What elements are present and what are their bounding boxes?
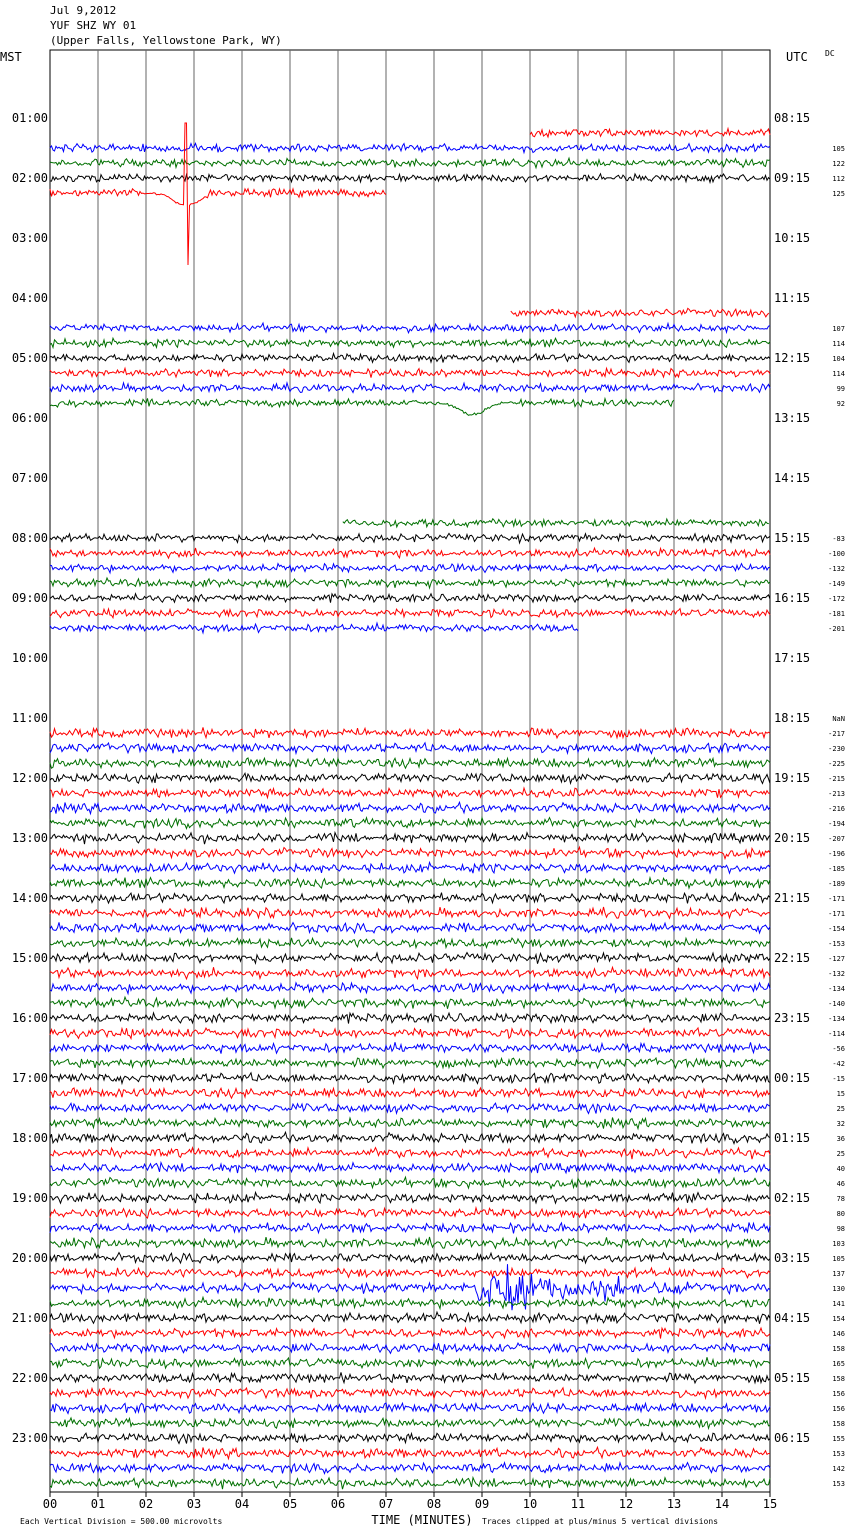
seismic-trace: [50, 398, 674, 415]
mst-hour-label: 07:00: [11, 471, 48, 485]
trace-dc-value: 112: [832, 175, 845, 183]
trace-dc-value: 78: [836, 1195, 845, 1203]
seismic-trace: [50, 938, 770, 948]
trace-dc-value: -181: [828, 610, 845, 618]
trace-dc-value: 156: [832, 1405, 845, 1413]
trace-dc-value: 142: [832, 1465, 845, 1473]
seismic-trace: [50, 1403, 770, 1414]
x-tick-label: 00: [42, 1497, 58, 1511]
trace-dc-value: 155: [832, 1435, 845, 1443]
trace-dc-value: -225: [828, 760, 845, 768]
x-axis-label: TIME (MINUTES): [371, 1513, 473, 1527]
utc-hour-label: 10:15: [774, 231, 811, 245]
mst-hour-label: 18:00: [11, 1131, 48, 1145]
utc-hour-label: 04:15: [774, 1311, 811, 1325]
seismic-trace: [50, 609, 770, 618]
seismic-trace: [50, 1463, 770, 1474]
utc-hour-label: 23:15: [774, 1011, 811, 1025]
x-tick-label: 11: [570, 1497, 586, 1511]
mst-hour-label: 03:00: [11, 231, 48, 245]
dc-column-label: DC: [825, 49, 835, 58]
trace-dc-value: 105: [832, 145, 845, 153]
utc-hour-label: 02:15: [774, 1191, 811, 1205]
seismic-trace: [50, 727, 770, 738]
trace-dc-value: 104: [832, 355, 845, 363]
trace-dc-value: -15: [832, 1075, 845, 1083]
trace-dc-value: -213: [828, 790, 845, 798]
trace-dc-value: -132: [828, 565, 845, 573]
trace-dc-value: -207: [828, 835, 845, 843]
mst-hour-label: 14:00: [11, 891, 48, 905]
seismic-trace: [50, 1208, 770, 1218]
seismic-trace: [50, 1013, 770, 1024]
mst-hour-label: 01:00: [11, 111, 48, 125]
trace-dc-value: -154: [828, 925, 845, 933]
mst-hour-label: 20:00: [11, 1251, 48, 1265]
seismic-trace: [50, 623, 578, 633]
seismic-trace: [50, 953, 770, 964]
trace-dc-value: NaN: [832, 715, 845, 723]
utc-hour-label: 14:15: [774, 471, 811, 485]
trace-dc-value: -56: [832, 1045, 845, 1053]
trace-dc-value: 158: [832, 1345, 845, 1353]
trace-dc-value: -134: [828, 985, 845, 993]
seismic-trace: [50, 862, 770, 873]
trace-dc-value: 15: [836, 1090, 845, 1098]
seismic-trace: [50, 1312, 770, 1324]
seismic-trace: [50, 907, 770, 918]
mst-hour-label: 15:00: [11, 951, 48, 965]
mst-hour-label: 19:00: [11, 1191, 48, 1205]
trace-dc-value: 158: [832, 1420, 845, 1428]
seismic-trace: [50, 773, 770, 783]
seismic-trace: [50, 922, 770, 933]
trace-dc-value: 137: [832, 1270, 845, 1278]
trace-dc-value: 165: [832, 1360, 845, 1368]
footer-scale-note: Each Vertical Division = 500.00 microvolts: [20, 1517, 223, 1526]
mst-axis-label: MST: [0, 50, 22, 64]
seismic-trace: [50, 847, 770, 858]
trace-dc-value: 99: [836, 385, 845, 393]
trace-dc-value: 92: [836, 400, 845, 408]
trace-dc-value: 32: [836, 1120, 845, 1128]
seismic-trace: [50, 1088, 770, 1098]
trace-dc-value: 107: [832, 325, 845, 333]
x-tick-label: 12: [618, 1497, 634, 1511]
trace-dc-value: -230: [828, 745, 845, 753]
chart-date: Jul 9,2012: [50, 4, 117, 17]
trace-dc-value: -127: [828, 955, 845, 963]
mst-hour-label: 11:00: [11, 711, 48, 725]
seismic-trace: [50, 758, 770, 768]
seismic-trace: [50, 1372, 770, 1383]
seismic-trace: [50, 983, 770, 994]
x-tick-label: 13: [666, 1497, 682, 1511]
seismic-trace: [50, 788, 770, 798]
seismic-trace: [50, 1253, 770, 1263]
seismic-trace: [50, 967, 770, 979]
trace-dc-value: -194: [828, 820, 845, 828]
utc-hour-label: 18:15: [774, 711, 811, 725]
mst-hour-label: 21:00: [11, 1311, 48, 1325]
trace-dc-value: -100: [828, 550, 845, 558]
trace-dc-value: -216: [828, 805, 845, 813]
trace-dc-value: -132: [828, 970, 845, 978]
trace-dc-value: 153: [832, 1450, 845, 1458]
trace-dc-value: 114: [832, 340, 845, 348]
utc-hour-label: 15:15: [774, 531, 811, 545]
trace-dc-value: -172: [828, 595, 845, 603]
seismic-trace: [50, 893, 770, 904]
seismic-trace: [50, 1328, 770, 1339]
mst-hour-label: 12:00: [11, 771, 48, 785]
trace-dc-value: 36: [836, 1135, 845, 1143]
x-tick-label: 02: [138, 1497, 154, 1511]
seismic-trace: [50, 143, 770, 152]
x-tick-label: 06: [330, 1497, 346, 1511]
mst-hour-label: 05:00: [11, 351, 48, 365]
x-tick-label: 01: [90, 1497, 106, 1511]
trace-dc-value: 153: [832, 1480, 845, 1488]
seismic-trace: [50, 818, 770, 829]
x-tick-label: 08: [426, 1497, 442, 1511]
seismic-trace: [50, 833, 770, 845]
mst-hour-label: 10:00: [11, 651, 48, 665]
x-tick-label: 07: [378, 1497, 394, 1511]
trace-dc-value: 154: [832, 1315, 845, 1323]
trace-dc-value: 130: [832, 1285, 845, 1293]
trace-dc-value: 125: [832, 190, 845, 198]
utc-hour-label: 01:15: [774, 1131, 811, 1145]
seismic-trace: [50, 1478, 770, 1490]
seismic-trace: [50, 802, 770, 813]
utc-hour-label: 05:15: [774, 1371, 811, 1385]
mst-hour-label: 06:00: [11, 411, 48, 425]
seismic-trace: [50, 1223, 770, 1234]
seismic-trace: [50, 594, 770, 603]
utc-hour-label: 19:15: [774, 771, 811, 785]
mst-hour-label: 23:00: [11, 1431, 48, 1445]
seismic-trace: [50, 578, 770, 588]
seismic-trace: [343, 519, 769, 527]
trace-dc-value: 105: [832, 1255, 845, 1263]
utc-hour-label: 00:15: [774, 1071, 811, 1085]
mst-hour-label: 17:00: [11, 1071, 48, 1085]
seismic-trace: [50, 1418, 770, 1428]
trace-dc-value: -153: [828, 940, 845, 948]
trace-dc-value: -83: [832, 535, 845, 543]
trace-dc-value: 156: [832, 1390, 845, 1398]
station-location: (Upper Falls, Yellowstone Park, WY): [50, 34, 282, 47]
x-tick-label: 15: [762, 1497, 778, 1511]
seismic-trace: [50, 1058, 770, 1068]
trace-dc-value: 25: [836, 1150, 845, 1158]
utc-hour-label: 12:15: [774, 351, 811, 365]
utc-hour-label: 13:15: [774, 411, 811, 425]
utc-hour-label: 06:15: [774, 1431, 811, 1445]
seismic-trace: [50, 338, 770, 347]
seismic-trace: [50, 1388, 770, 1399]
seismic-trace: [50, 1447, 770, 1458]
trace-dc-value: 80: [836, 1210, 845, 1218]
seismic-trace: [511, 308, 769, 317]
seismic-trace: [50, 1163, 770, 1173]
trace-dc-value: 141: [832, 1300, 845, 1308]
seismic-trace: [50, 1132, 770, 1143]
mst-hour-label: 08:00: [11, 531, 48, 545]
trace-dc-value: 146: [832, 1330, 845, 1338]
utc-hour-label: 17:15: [774, 651, 811, 665]
seismic-trace: [50, 1103, 770, 1113]
seismic-trace: [50, 158, 770, 168]
utc-hour-label: 20:15: [774, 831, 811, 845]
mst-hour-label: 09:00: [11, 591, 48, 605]
trace-dc-value: 40: [836, 1165, 845, 1173]
x-tick-label: 10: [522, 1497, 538, 1511]
utc-hour-label: 21:15: [774, 891, 811, 905]
mst-hour-label: 02:00: [11, 171, 48, 185]
trace-dc-value: -201: [828, 625, 845, 633]
mst-hour-label: 16:00: [11, 1011, 48, 1025]
x-tick-label: 03: [186, 1497, 202, 1511]
seismic-trace: [50, 1192, 770, 1203]
seismic-trace: [50, 123, 386, 265]
trace-dc-value: -217: [828, 730, 845, 738]
seismic-trace: [50, 174, 770, 183]
trace-dc-value: -42: [832, 1060, 845, 1068]
trace-dc-value: -215: [828, 775, 845, 783]
seismic-trace: [50, 1433, 770, 1443]
trace-dc-value: 114: [832, 370, 845, 378]
trace-dc-value: -171: [828, 910, 845, 918]
trace-dc-value: -149: [828, 580, 845, 588]
seismic-trace: [50, 368, 770, 377]
utc-axis-label: UTC: [786, 50, 808, 64]
utc-hour-label: 11:15: [774, 291, 811, 305]
trace-dc-value: 158: [832, 1375, 845, 1383]
seismic-trace: [50, 1028, 770, 1039]
seismic-trace: [50, 1073, 770, 1084]
seismic-trace: [50, 1297, 770, 1308]
x-tick-label: 04: [234, 1497, 250, 1511]
seismic-trace: [50, 564, 770, 573]
seismic-trace: [50, 878, 770, 889]
seismic-trace: [50, 383, 770, 393]
utc-hour-label: 09:15: [774, 171, 811, 185]
trace-dc-value: -185: [828, 865, 845, 873]
x-tick-label: 05: [282, 1497, 298, 1511]
seismic-trace: [50, 1148, 770, 1160]
seismic-trace: [50, 1042, 770, 1053]
plot-frame: [50, 50, 770, 1492]
trace-dc-value: 122: [832, 160, 845, 168]
seismic-trace: [50, 743, 770, 754]
trace-dc-value: 46: [836, 1180, 845, 1188]
trace-dc-value: -140: [828, 1000, 845, 1008]
seismic-trace: [50, 1343, 770, 1353]
utc-hour-label: 16:15: [774, 591, 811, 605]
seismic-trace: [50, 354, 770, 363]
seismic-trace: [50, 548, 770, 558]
mst-hour-label: 22:00: [11, 1371, 48, 1385]
trace-dc-value: -171: [828, 895, 845, 903]
mst-hour-label: 13:00: [11, 831, 48, 845]
utc-hour-label: 03:15: [774, 1251, 811, 1265]
utc-hour-label: 22:15: [774, 951, 811, 965]
x-tick-label: 09: [474, 1497, 490, 1511]
seismic-trace: [50, 1118, 770, 1129]
x-tick-label: 14: [714, 1497, 730, 1511]
trace-dc-value: 98: [836, 1225, 845, 1233]
mst-hour-label: 04:00: [11, 291, 48, 305]
trace-dc-value: -189: [828, 880, 845, 888]
seismic-trace: [50, 1357, 770, 1368]
seismic-trace: [50, 323, 770, 333]
seismic-trace: [530, 129, 770, 137]
seismic-trace: [50, 1177, 770, 1188]
seismic-trace: [50, 997, 770, 1009]
station-code: YUF SHZ WY 01: [50, 19, 137, 32]
seismic-trace: [50, 533, 770, 543]
trace-dc-value: 103: [832, 1240, 845, 1248]
trace-dc-value: -114: [828, 1030, 845, 1038]
footer-clip-note: Traces clipped at plus/minus 5 vertical divisions: [482, 1517, 719, 1526]
trace-dc-value: -134: [828, 1015, 845, 1023]
seismic-trace: [50, 1268, 770, 1278]
trace-dc-value: -196: [828, 850, 845, 858]
seismic-trace: [50, 1237, 770, 1248]
utc-hour-label: 08:15: [774, 111, 811, 125]
trace-dc-value: 25: [836, 1105, 845, 1113]
